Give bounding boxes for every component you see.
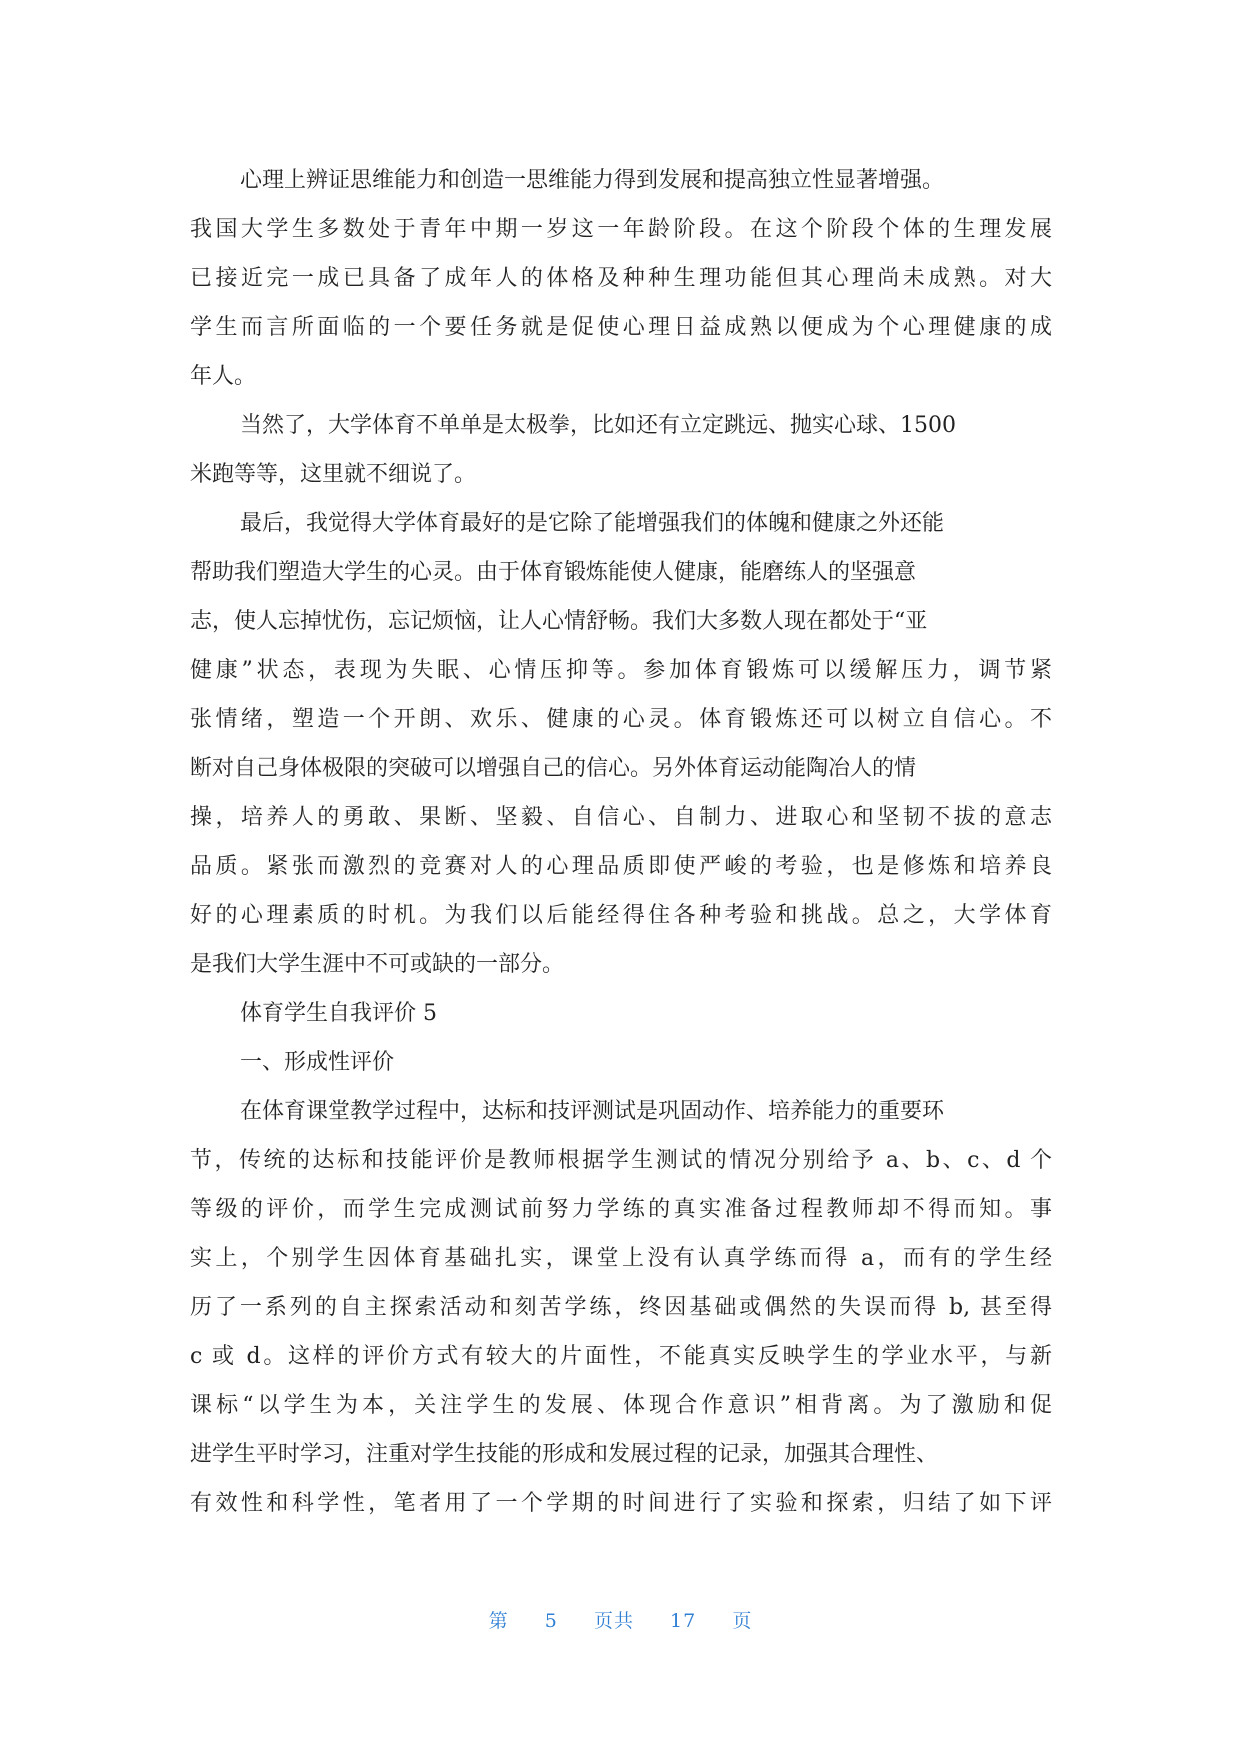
- total-pages-number: 17: [670, 1610, 697, 1632]
- current-page-number: 5: [544, 1610, 558, 1632]
- text-line: c 或 d。这样的评价方式有较大的片面性，不能真实反映学生的学业水平，与新: [190, 1344, 1052, 1369]
- text-line: 是我们大学生涯中不可或缺的一部分。: [190, 952, 565, 977]
- text-line: 好的心理素质的时机。为我们以后能经得住各种考验和挑战。总之，大学体育: [190, 903, 1052, 928]
- text-line: 健康”状态，表现为失眠、心情压抑等。参加体育锻炼可以缓解压力，调节紧: [190, 658, 1052, 683]
- footer-prefix: 第: [488, 1610, 509, 1632]
- footer-middle: 页共: [593, 1610, 634, 1632]
- page-footer: [0, 1606, 1241, 1633]
- text-line: 品质。紧张而激烈的竞赛对人的心理品质即使严峻的考验，也是修炼和培养良: [190, 854, 1052, 879]
- text-line: 心理上辨证思维能力和创造一思维能力得到发展和提高独立性显著增强。: [240, 168, 945, 193]
- text-line: 年人。: [190, 364, 257, 389]
- text-line: 有效性和科学性，笔者用了一个学期的时间进行了实验和探索，归结了如下评: [190, 1491, 1052, 1516]
- text-line: 最后，我觉得大学体育最好的是它除了能增强我们的体魄和健康之外还能: [240, 511, 945, 536]
- text-line: 操，培养人的勇敢、果断、坚毅、自信心、自制力、进取心和坚韧不拔的意志: [190, 805, 1052, 830]
- text-line: 实上，个别学生因体育基础扎实，课堂上没有认真学练而得 a，而有的学生经: [190, 1246, 1052, 1271]
- text-line: 学生而言所面临的一个要任务就是促使心理日益成熟以便成为个心理健康的成: [190, 315, 1052, 340]
- text-line: 当然了，大学体育不单单是太极拳，比如还有立定跳远、抛实心球、1500: [240, 413, 956, 438]
- text-line: 我国大学生多数处于青年中期一岁这一年龄阶段。在这个阶段个体的生理发展: [190, 217, 1052, 242]
- text-line: 断对自己身体极限的突破可以增强自己的信心。另外体育运动能陶冶人的情: [190, 756, 917, 781]
- document-body: [190, 156, 1052, 1528]
- text-line: 进学生平时学习，注重对学生技能的形成和发展过程的记录，加强其合理性、: [190, 1442, 939, 1467]
- section-heading: 体育学生自我评价 5: [240, 1001, 437, 1026]
- text-line: 节，传统的达标和技能评价是教师根据学生测试的情况分别给予 a、b、c、d 个: [190, 1148, 1052, 1173]
- text-line: 在体育课堂教学过程中，达标和技评测试是巩固动作、培养能力的重要环: [240, 1099, 945, 1124]
- text-line: 等级的评价，而学生完成测试前努力学练的真实准备过程教师却不得而知。事: [190, 1197, 1052, 1222]
- text-line: 帮助我们塑造大学生的心灵。由于体育锻炼能使人健康，能磨练人的坚强意: [190, 560, 917, 585]
- text-line: 志，使人忘掉忧伤，忘记烦恼，让人心情舒畅。我们大多数人现在都处于“亚: [190, 609, 928, 634]
- text-line: 历了一系列的自主探索活动和刻苦学练，终因基础或偶然的失误而得 b, 甚至得: [190, 1295, 1052, 1320]
- text-line: 张情绪，塑造一个开朗、欢乐、健康的心灵。体育锻炼还可以树立自信心。不: [190, 707, 1052, 732]
- text-line: 课标“以学生为本，关注学生的发展、体现合作意识”相背离。为了激励和促: [190, 1393, 1052, 1418]
- text-line: 米跑等等，这里就不细说了。: [190, 462, 477, 487]
- text-line: 已接近完一成已具备了成年人的体格及种种生理功能但其心理尚未成熟。对大: [190, 266, 1052, 291]
- footer-suffix: 页: [732, 1610, 753, 1632]
- subsection-heading: 一、形成性评价: [240, 1050, 395, 1075]
